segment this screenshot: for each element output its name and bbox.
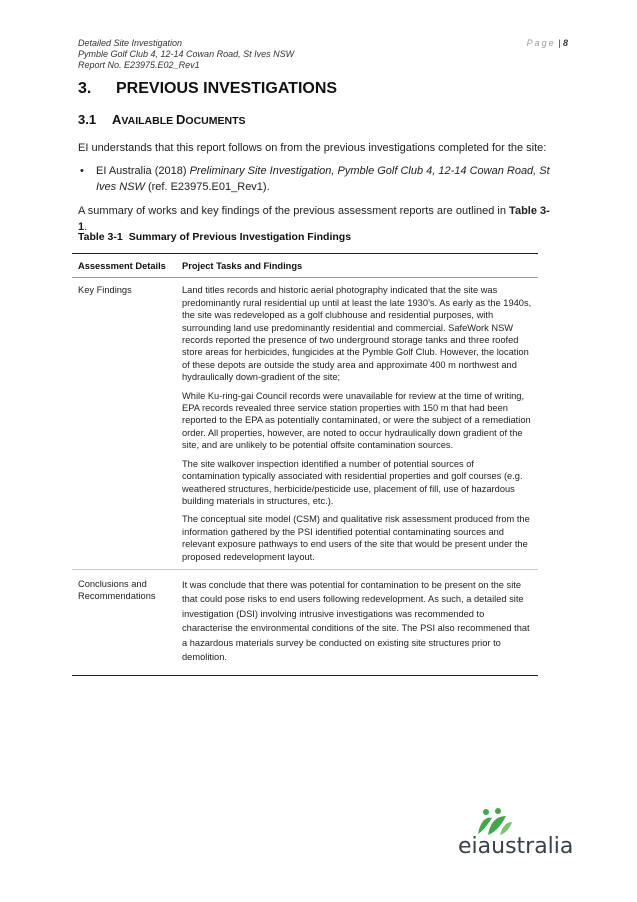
bullet-report-title: Preliminary Site Investigation, Pymble Golf Club 4, 12-14 Cowan Road, St Ives NSW: [96, 165, 550, 193]
table-header-row: [72, 254, 538, 278]
bullet-text: [96, 163, 558, 195]
table-row: [72, 569, 538, 675]
subsection-title-cap1: A: [112, 112, 122, 127]
summary-text: A summary of works and key findings of the previous assessment reports are outlined in: [78, 205, 510, 217]
subsection-number: 3.1: [78, 112, 97, 127]
table-caption: [78, 231, 351, 243]
page-word: Page: [526, 38, 556, 48]
summary-table-ref: Table 3-1: [78, 205, 550, 233]
header-line-1: Detailed Site Investigation: [78, 38, 183, 48]
bullet-suffix: (ref. E23975.E01_Rev1).: [144, 181, 270, 193]
summary-end: .: [84, 221, 88, 233]
header-project-tasks: Project Tasks and Findings: [176, 254, 538, 278]
finding-paragraph: The conceptual site model (CSM) and qualitative risk assessment produced from the information gathered by the PSI identified potential contaminating sources and relevant exposure pathways to end users of the site that would be present under the proposed redevelopment layout.: [182, 514, 530, 562]
row-content-conclusions: [176, 569, 538, 675]
page-header: [78, 38, 568, 71]
logo-wordmark: eiaustralia: [458, 834, 574, 859]
section-title: PREVIOUS INVESTIGATIONS: [116, 80, 338, 97]
ei-australia-logo: [458, 808, 574, 859]
finding-paragraph: Land titles records and historic aerial photography indicated that the site was predominantly rural residential up until at least the late 1930’s. As early as the 1940s, the site was redeveloped as a golf clubhouse and residential purposes, with surrounding land use predominantly residential and commercial. SafeWork NSW records reported the presence of two underground storage tanks and three roofed store areas for herbicides, fungicides at the Pymble Golf Club. However, the location of these depots are outside the study area and approximate 400 m northwest and hydraulically down-gradient of the site;: [182, 285, 532, 383]
findings-table: [72, 253, 538, 676]
row-label-key-findings: Key Findings: [78, 285, 132, 296]
bullet-symbol: •: [80, 165, 84, 177]
table-caption-title: Summary of Previous Investigation Findings: [128, 231, 352, 243]
finding-paragraph: While Ku-ring-gai Council records were unavailable for review at the time of writing, EPA records revealed three service station properties with 150 m that had been reported to the EPA as potentially contaminated, or were the subject of a remediation order. All properties, however, are noted to occur hydraulically down gradient of the site, and are unlikely to be potential offsite contamination sources.: [182, 390, 531, 451]
bullet-prefix: EI Australia (2018): [96, 165, 190, 177]
finding-paragraph: The site walkover inspection identified a number of potential sources of contamination typically associated with residential properties and golf courses (e.g. weathered structures, herbicide/pesticide use, placement of fill, use of hazardous building materials in structures, etc.).: [182, 458, 523, 506]
subsection-title-cap2: D: [176, 112, 186, 127]
row-label-conclusions: Conclusions and Recommendations: [72, 569, 176, 675]
table-caption-number: Table 3-1: [78, 231, 123, 243]
row-content-key-findings: [176, 278, 538, 570]
subsection-title-rest2: OCUMENTS: [185, 115, 246, 127]
intro-paragraph: EI understands that this report follows on from the previous investigations completed for the site:: [78, 142, 547, 154]
page-number-block: [527, 38, 568, 49]
table-row: [72, 278, 538, 570]
subsection-heading: [78, 112, 246, 127]
section-number: 3.: [78, 80, 92, 97]
section-heading: [78, 80, 337, 98]
conclusion-paragraph: It was conclude that there was potential for contamination to be present on the site that could pose risks to end users following redevelopment. As such, a detailed site investigation (DSI) involving intrusive investigations was recommended to characterise the environmental conditions of the site. The PSI also recommened that a hazardous materials survey be conducted on existing site structures prior to demolition.: [182, 579, 530, 663]
page-number: 8: [562, 38, 568, 48]
page-separator: |: [558, 38, 561, 48]
header-line-3: Report No. E23975.E02_Rev1: [78, 60, 200, 70]
subsection-title-rest1: VAILABLE: [121, 115, 177, 127]
header-assessment-details: Assessment Details: [72, 254, 176, 278]
bullet-item: [78, 163, 558, 195]
header-line-2: Pymble Golf Club 4, 12-14 Cowan Road, St Ives NSW: [78, 49, 295, 59]
